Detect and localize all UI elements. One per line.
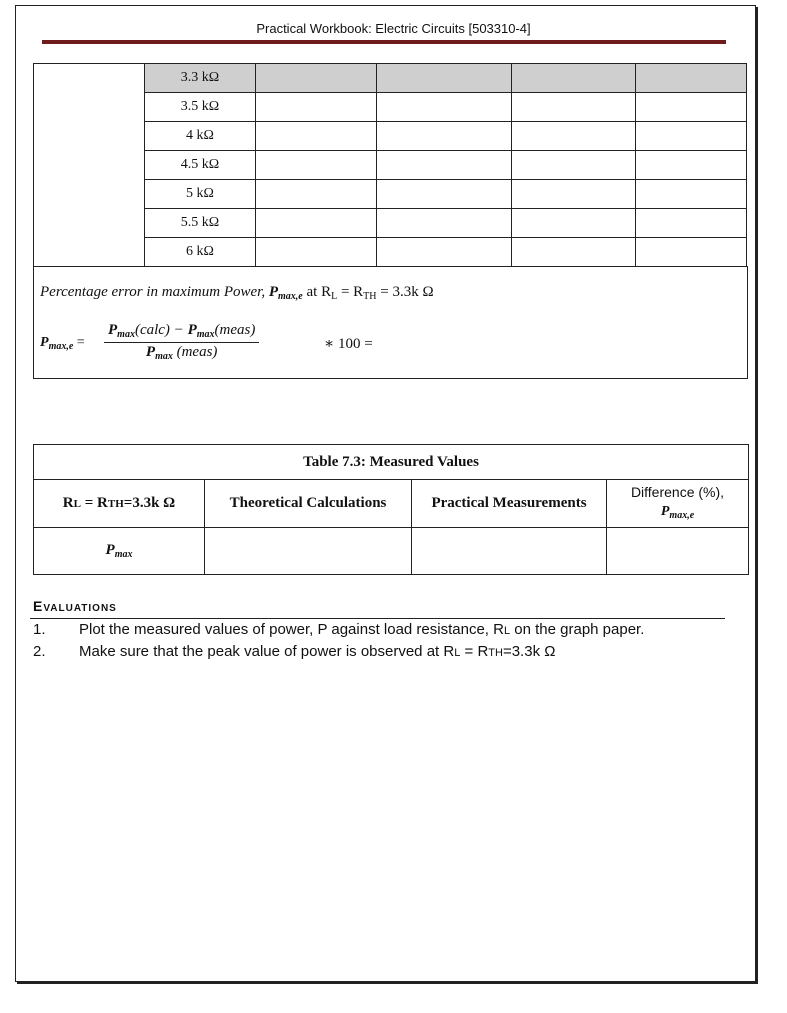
- percentage-error-box: [33, 266, 748, 379]
- col-header-difference: Difference (%), $P_{max,e}$: [607, 480, 749, 528]
- resistance-table: [33, 63, 747, 267]
- row-label-pmax: $P_{max}$: [34, 528, 205, 575]
- data-cell[interactable]: [636, 93, 747, 122]
- resistance-cell: 4.5 kΩ: [145, 151, 256, 180]
- data-cell[interactable]: [636, 238, 747, 267]
- evaluations-rule: [30, 618, 725, 619]
- data-cell[interactable]: [512, 151, 636, 180]
- data-cell[interactable]: [636, 122, 747, 151]
- data-cell[interactable]: [377, 122, 512, 151]
- data-cell[interactable]: [256, 64, 377, 93]
- data-cell[interactable]: [512, 64, 636, 93]
- data-cell[interactable]: [636, 209, 747, 238]
- list-item: 1. Plot the measured values of power, P against load resistance, RL on the graph paper.: [33, 621, 645, 638]
- col-header-rl: RL = RTH=3.3k Ω: [34, 480, 205, 528]
- data-cell[interactable]: [377, 151, 512, 180]
- table-row: [34, 528, 749, 575]
- resistance-cell: 5 kΩ: [145, 180, 256, 209]
- resistance-cell: 6 kΩ: [145, 238, 256, 267]
- fraction-numerator: $P_{max}(calc)$ − $P_{max}(meas)$: [104, 322, 259, 343]
- col-header-practical: Practical Measurements: [412, 480, 607, 528]
- data-cell[interactable]: [377, 93, 512, 122]
- evaluations-heading: Evaluations: [33, 598, 117, 614]
- data-cell[interactable]: [377, 180, 512, 209]
- data-cell[interactable]: [205, 528, 412, 575]
- data-cell[interactable]: [377, 209, 512, 238]
- data-cell[interactable]: [512, 238, 636, 267]
- data-cell[interactable]: [256, 238, 377, 267]
- data-cell[interactable]: [607, 528, 749, 575]
- equation-fraction: [104, 322, 259, 362]
- equation-lhs: $P_{max,e}$ =: [40, 335, 85, 352]
- data-cell[interactable]: [256, 180, 377, 209]
- data-cell[interactable]: [377, 238, 512, 267]
- fraction-denominator: $P_{max}$ (meas): [145, 344, 218, 362]
- data-cell[interactable]: [636, 151, 747, 180]
- resistance-cell: 5.5 kΩ: [145, 209, 256, 238]
- page-header-title: Practical Workbook: Electric Circuits [503310-4]: [256, 21, 531, 36]
- table-row: [34, 64, 747, 93]
- data-cell[interactable]: [256, 122, 377, 151]
- resistance-cell: 3.5 kΩ: [145, 93, 256, 122]
- list-item: 2. Make sure that the peak value of power is observed at RL = RTH=3.3k Ω: [33, 643, 556, 660]
- data-cell[interactable]: [377, 64, 512, 93]
- data-cell[interactable]: [512, 180, 636, 209]
- data-cell[interactable]: [256, 209, 377, 238]
- data-cell[interactable]: [636, 64, 747, 93]
- resistance-cell: 4 kΩ: [145, 122, 256, 151]
- header-rule: [42, 40, 726, 44]
- data-cell[interactable]: [512, 122, 636, 151]
- data-cell[interactable]: [256, 93, 377, 122]
- blank-cell: [34, 64, 145, 267]
- equation-rhs: ∗ 100 =: [324, 336, 373, 352]
- col-header-theoretical: Theoretical Calculations: [205, 480, 412, 528]
- data-cell[interactable]: [512, 93, 636, 122]
- resistance-cell: 3.3 kΩ: [145, 64, 256, 93]
- data-cell[interactable]: [636, 180, 747, 209]
- data-cell[interactable]: [512, 209, 636, 238]
- data-cell[interactable]: [412, 528, 607, 575]
- table-caption: Table 7.3: Measured Values: [34, 445, 749, 480]
- percentage-error-title: Percentage error in maximum Power, $P_{max,e}$ at $R_L = R_{TH} = 3.3k$ Ω: [40, 284, 434, 302]
- data-cell[interactable]: [256, 151, 377, 180]
- measured-values-table: [33, 444, 749, 575]
